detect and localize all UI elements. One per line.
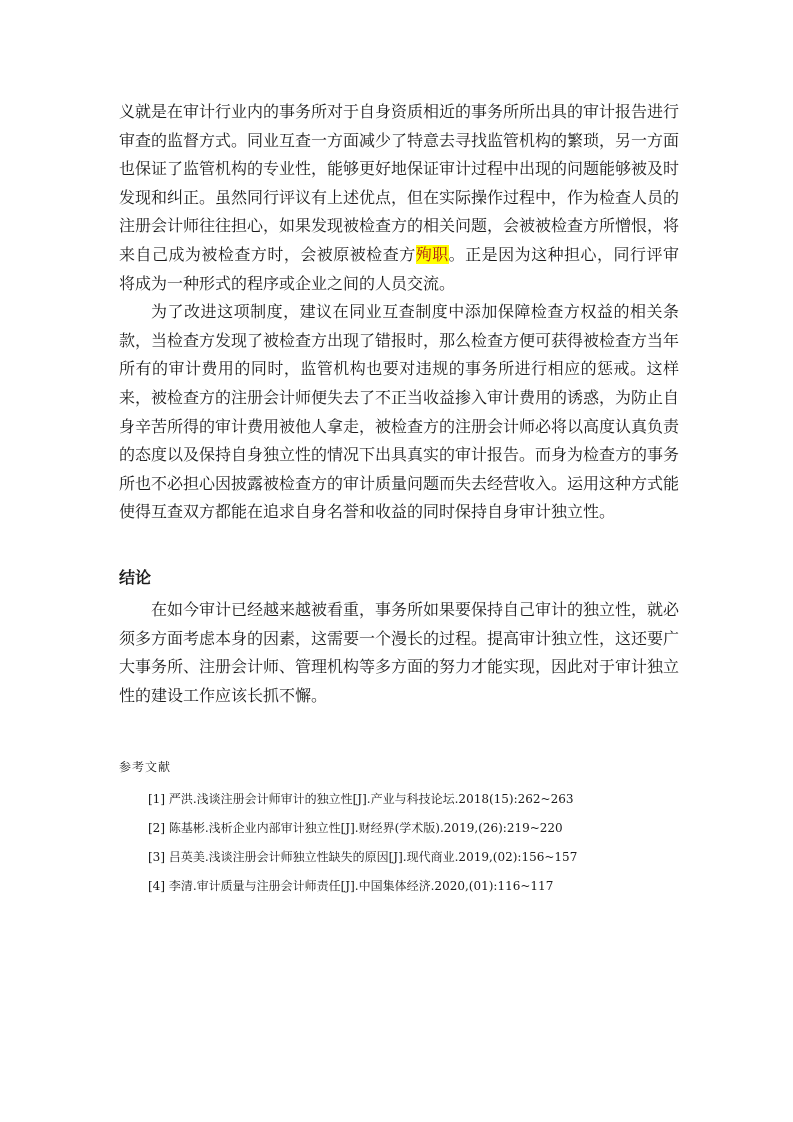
paragraph-text: 义就是在审计行业内的事务所对于自身资质相近的事务所所出具的审计报告进行审查的监督方式。同业互查一方面减少了特意去寻找监管机构的繁琐，另一方面也保证了监管机构的专业性，能够更好地保证审计过程中出现的问题能够被及时发现和纠正。虽然同行评议有上述优点，但在实际操作过程中，作为检查人员的注册会计师往往担心，如果发现被检查方的相关问题，会被被检查方所憎恨，将来自己成为被检查方时，会被原被检查方 [119,102,680,264]
paragraph-improvement: 为了改进这项制度，建议在同业互查制度中添加保障检查方权益的相关条款，当检查方发现了被检查方出现了错报时，那么检查方便可获得被检查方当年所有的审计费用的同时，监管机构也要对违规的事务所进行相应的惩戒。这样来，被检查方的注册会计师便失去了不正当收益掺入审计费用的诱惑，为防止自身辛苦所得的审计费用被他人拿走，被检查方的注册会计师必将以高度认真负责的态度以及保持自身独立性的情况下出具真实的审计报告。而身为检查方的事务所也不必担心因披露被检查方的审计质量问题而失去经营收入。运用这种方式能使得互查双方都能在追求自身名誉和收益的同时保持自身审计独立性。 [119,302,680,522]
reference-item: [4] 李清.审计质量与注册会计师责任[J].中国集体经济.2020,(01):116~117 [148,879,554,893]
paragraph-text: 。正是因为这种担心，同行评审将成为一种形式的程序或企业之间的人员交流。 [119,244,679,293]
body-text-conclusion [119,596,679,710]
reference-item: [2] 陈基彬.浅析企业内部审计独立性[J].财经界(学术版).2019,(26):219~220 [148,821,563,835]
reference-item: [3] 吕英美.浅谈注册会计师独立性缺失的原因[J].现代商业.2019,(02):156~157 [148,850,578,864]
reference-item: [1] 严洪.浅谈注册会计师审计的独立性[J].产业与科技论坛.2018(15):262~263 [148,792,574,806]
paragraph-conclusion: 在如今审计已经越来越被看重，事务所如果要保持自己审计的独立性，就必须多方面考虑本身的因素，这需要一个漫长的过程。提高审计独立性，这还要广大事务所、注册会计师、管理机构等多方面的努力才能实现，因此对于审计独立性的建设工作应该长抓不懈。 [119,600,680,705]
reference-list [148,790,708,906]
body-text-upper [119,98,679,527]
conclusion-heading: 结论 [119,568,152,587]
highlighted-word: 殉职 [415,244,449,264]
paragraph-peer-review [119,98,679,298]
references-title: 参考文献 [119,760,172,774]
